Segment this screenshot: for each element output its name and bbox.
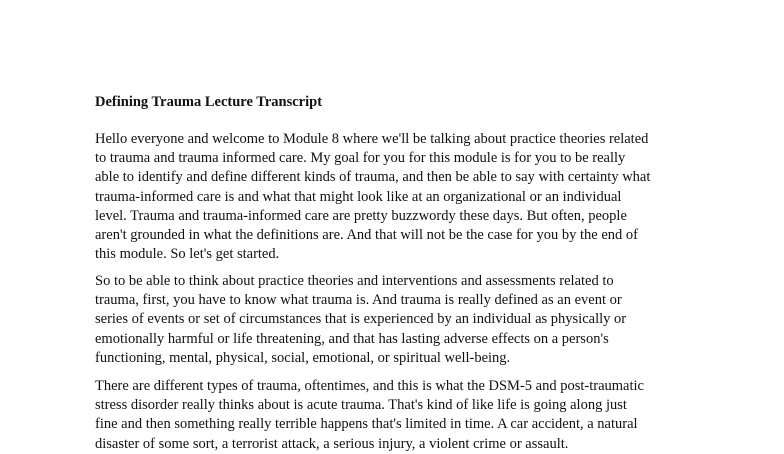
text-line: this module. So let's get started. [95,246,280,263]
text-line: trauma-informed care is and what that might look like at an organizational or an individual [95,188,622,205]
text-line: There are different types of trauma, oftentimes, and this is what the DSM-5 and post-traumatic [95,378,644,394]
paragraph-trauma-definition [95,272,626,368]
text-line: functioning, mental, physical, social, emotional, or spiritual well-being. [95,349,511,366]
text-line: level. Trauma and trauma-informed care are pretty buzzwordy these days. But often, people [95,207,627,224]
text-line: able to identify and define different kinds of trauma, and then be able to say with certainty what [95,169,651,186]
text-line: trauma, first, you have to know what trauma is. And trauma is really defined as an event or [95,292,622,309]
text-line: So to be able to think about practice theories and interventions and assessments related to [95,273,614,289]
text-line: stress disorder really thinks about is acute trauma. That's kind of like life is going along just [95,397,627,414]
text-line: aren't grounded in what the definitions are. And that will not be the case for you by the end of [95,226,638,243]
paragraph-introduction [95,130,650,264]
text-line: disaster of some sort, a terrorist attack, a serious injury, a violent crime or assault. [95,435,569,452]
text-line: fine and then something really terrible happens that's limited in time. A car accident, a natural [95,416,638,433]
text-line: emotionally harmful or life threatening, and that has lasting adverse effects on a person's [95,330,609,347]
text-line: to trauma and trauma informed care. My goal for you for this module is for you to be really [95,150,626,167]
text-line: series of events or set of circumstances that is experienced by an individual as physically or [95,311,627,328]
document-title: Defining Trauma Lecture Transcript [95,94,323,110]
text-line: Hello everyone and welcome to Module 8 where we'll be talking about practice theories related [95,131,649,147]
paragraph-trauma-types [95,377,644,454]
